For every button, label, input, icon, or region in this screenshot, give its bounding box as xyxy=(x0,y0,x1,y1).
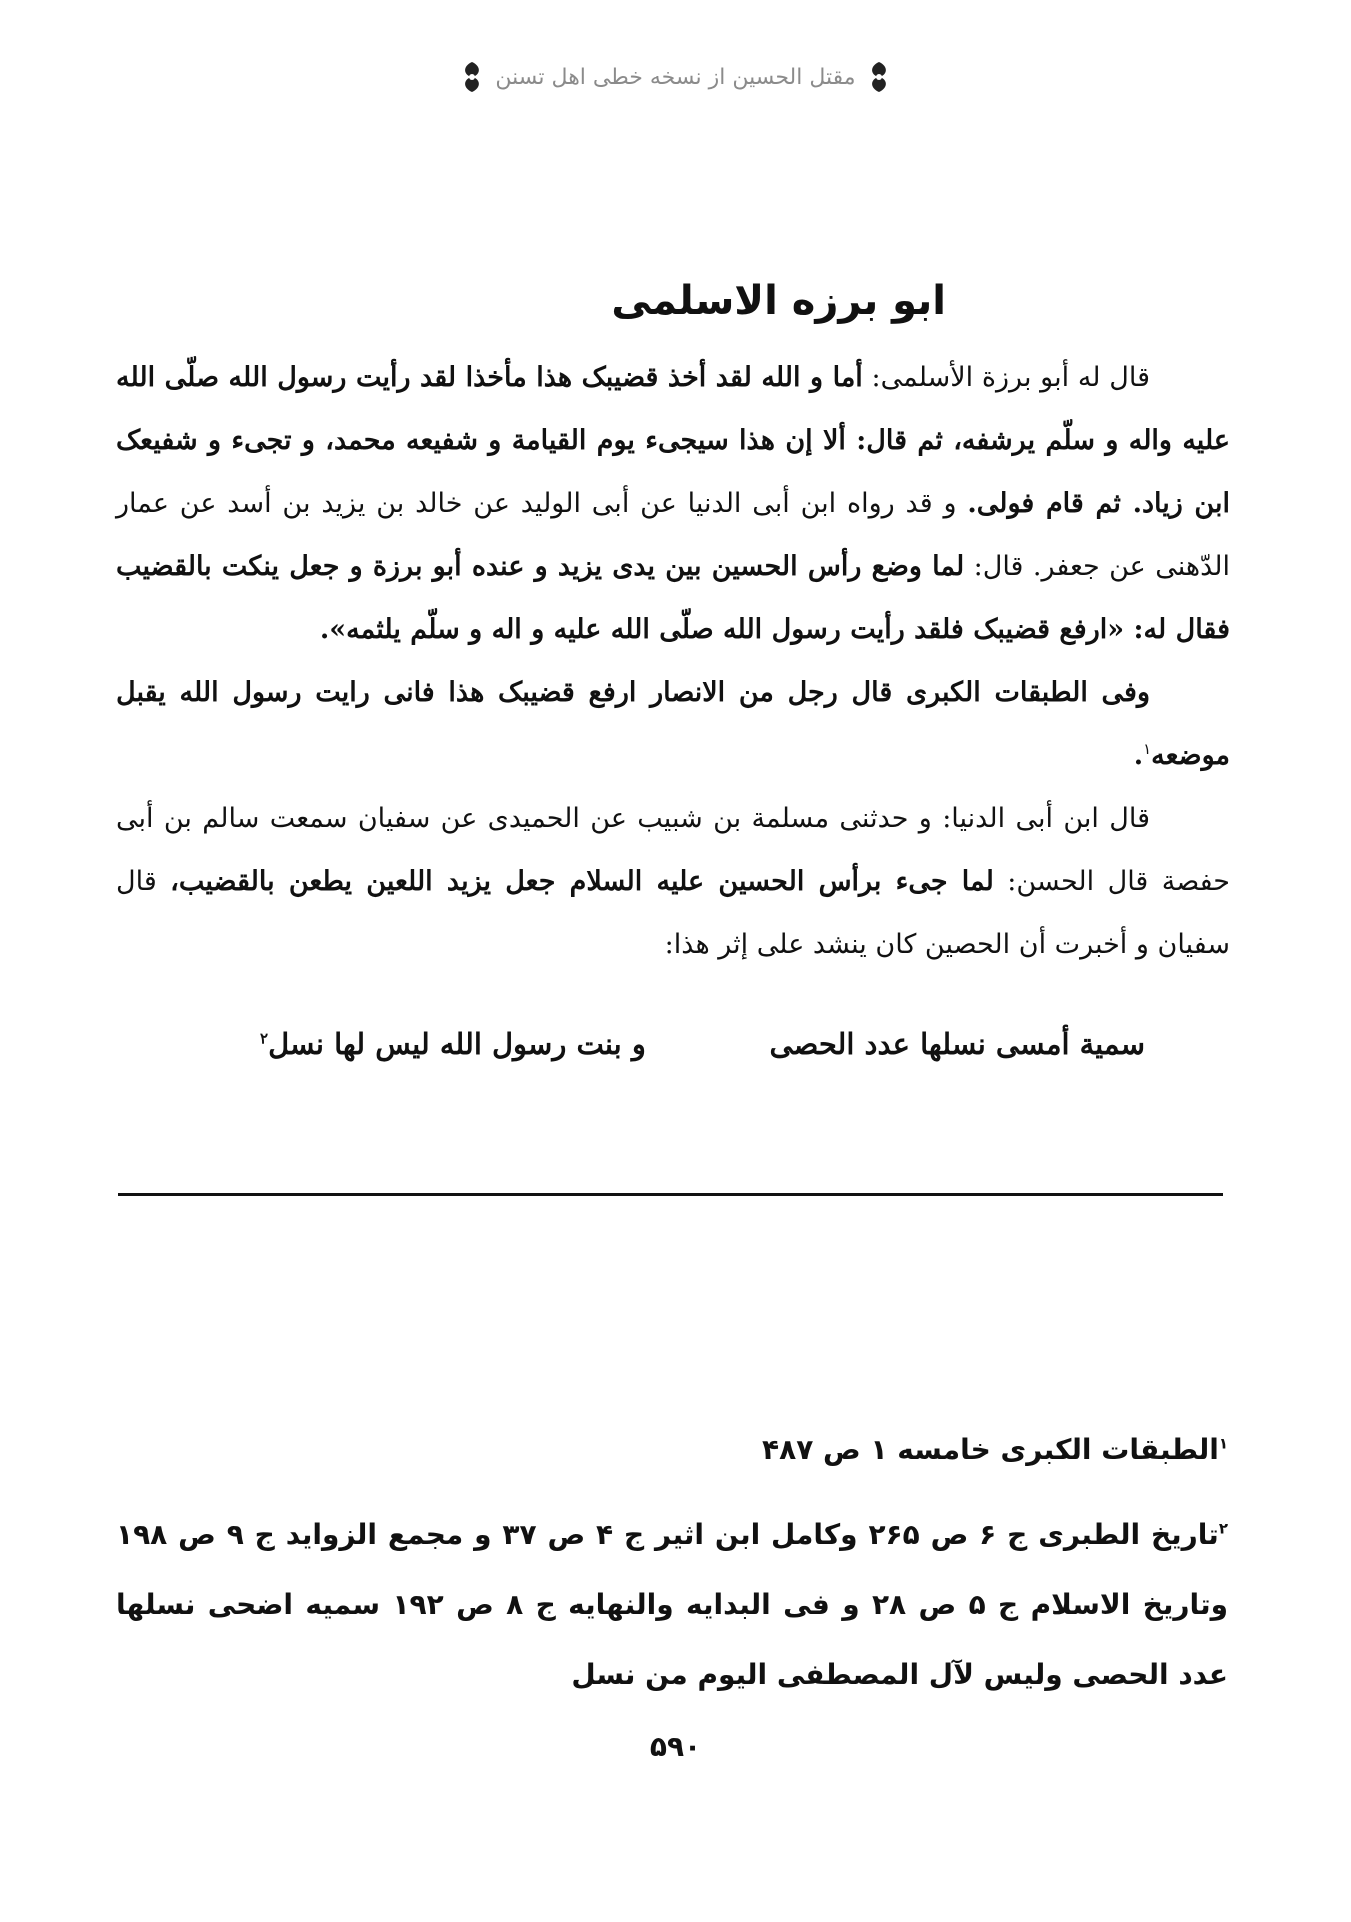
footnotes xyxy=(116,1415,1228,1725)
paragraph xyxy=(116,346,1230,661)
text-segment: قال ابن أبی الدنیا: و حدثنی مسلمة بن شبیب عن الحمیدی عن سفیان سمعت سالم بن أبی حفصة قال الحسن: xyxy=(116,803,1230,897)
text-segment: قال سفیان و أخبرت أن الحصین کان ینشد علی إثر هذا: xyxy=(116,866,1230,960)
running-header xyxy=(0,52,1351,102)
page-number: ۵۹۰ xyxy=(649,1730,702,1763)
text-segment: وفی الطبقات الکبری قال رجل من الانصار ارفع قضیبک هذا فانی رایت رسول الله یقبل موضعه xyxy=(116,677,1230,771)
footnote-marker: ۲ xyxy=(1218,1519,1228,1538)
footnote-text: تاریخ الطبری ج ۶ ص ۲۶۵ وکامل ابن اثیر ج ۴ ص ۳۷ و مجمع الزواید ج ۹ ص ۱۹۸ وتاریخ الاسلام ج ۵ ص ۲۸ و فی البدایه والنهایه ج ۸ ص ۱۹۲ سمیه اضحی نسلها عدد الحصی ولیس لآل المصطفی الیوم من نسل xyxy=(116,1518,1228,1691)
paragraph xyxy=(116,661,1230,787)
body-text xyxy=(116,346,1230,976)
ornament-icon xyxy=(866,60,892,94)
ornament-icon xyxy=(459,60,485,94)
footnote-ref: ۲ xyxy=(260,1029,269,1048)
footnote-ref: ۱ xyxy=(1143,740,1152,758)
text-segment: لما جیء برأس الحسین علیه السلام جعل یزید اللعین یطعن بالقضیب، xyxy=(170,866,994,897)
text-segment: أما و الله لقد أخذ قضیبک هذا مأخذا لقد رأیت رسول الله صلّی الله علیه واله و سلّم یرشفه، ثم قال: ألا إن هذا سیجیء یوم القیامة و شفیعه محمد، و تجیء و شفیعک ابن زیاد. ثم قام فولی. xyxy=(116,362,1230,519)
poem-hemistich-first: سمیة أمسی نسلها عدد الحصی xyxy=(769,1027,1145,1061)
footnote xyxy=(116,1415,1228,1485)
section-title: ابو برزه الاسلمی xyxy=(611,278,946,324)
poem-hemistich-text: و بنت رسول الله لیس لها نسل xyxy=(268,1027,646,1061)
text-segment: و قد رواه ابن أبی الدنیا عن أبی الولید عن خالد بن یزید بن أسد عن عمار الدّهنی عن جعفر. قال: xyxy=(116,488,1230,582)
footnote-text: الطبقات الکبری خامسه ۱ ص ۴۸۷ xyxy=(762,1433,1219,1466)
footnote-divider xyxy=(118,1193,1223,1196)
text-segment: . xyxy=(1133,740,1144,771)
text-segment: قال له أبو برزة الأسلمی: xyxy=(862,362,1150,393)
footnote-marker: ۱ xyxy=(1218,1434,1228,1453)
text-segment: لما وضع رأس الحسین بین یدی یزید و عنده أبو برزة و جعل ینکت بالقضیب فقال له: «ارفع قضیبک فلقد رأیت رسول الله صلّی الله علیه و اله و سلّم یلثمه». xyxy=(116,551,1230,645)
paragraph xyxy=(116,787,1230,976)
poem-verse xyxy=(260,1027,1145,1061)
footnote xyxy=(116,1500,1228,1710)
poem-hemistich-second xyxy=(260,1027,646,1061)
running-title: مقتل الحسين از نسخه خطى اهل تسنن xyxy=(495,64,856,90)
